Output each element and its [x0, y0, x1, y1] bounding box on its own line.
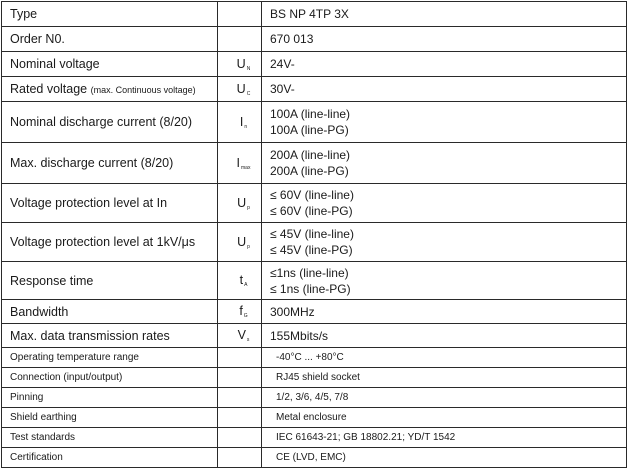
value-operating-temperature: -40°C ... +80°C — [262, 348, 627, 368]
param-operating-temperature: Operating temperature range — [2, 348, 218, 368]
param-certification: Certification — [2, 448, 218, 468]
param-bandwidth: Bandwidth — [2, 300, 218, 324]
rated-voltage-note: (max. Continuous voltage) — [90, 85, 196, 95]
param-protection-level-in: Voltage protection level at In — [2, 184, 218, 223]
table-row — [2, 388, 627, 408]
symbol-imax: $I_{max}$ — [218, 143, 262, 184]
value-test-standards: IEC 61643-21; GB 18802.21; YD/T 1542 — [262, 428, 627, 448]
symbol-cell — [218, 368, 262, 388]
value-connection: RJ45 shield socket — [262, 368, 627, 388]
value-rated-voltage: 30V- — [262, 77, 627, 102]
table-row — [2, 448, 627, 468]
spec-table — [1, 1, 627, 468]
param-protection-level-1kv: Voltage protection level at 1kV/μs — [2, 223, 218, 262]
table-row — [2, 184, 627, 223]
symbol-ta: $t_A$ — [218, 262, 262, 300]
symbol-cell — [218, 428, 262, 448]
symbol-vs: $V_s$ — [218, 324, 262, 348]
param-nominal-discharge: Nominal discharge current (8/20) — [2, 102, 218, 143]
table-row — [2, 77, 627, 102]
table-row — [2, 2, 627, 27]
table-row — [2, 428, 627, 448]
symbol-up: $U_p$ — [218, 223, 262, 262]
table-row — [2, 102, 627, 143]
table-row — [2, 348, 627, 368]
param-test-standards: Test standards — [2, 428, 218, 448]
table-row — [2, 27, 627, 52]
table-row — [2, 143, 627, 184]
value-nominal-voltage: 24V- — [262, 52, 627, 77]
symbol-cell — [218, 388, 262, 408]
symbol-cell — [218, 448, 262, 468]
param-rated-voltage: Rated voltage (max. Continuous voltage) — [2, 77, 218, 102]
param-data-rate: Max. data transmission rates — [2, 324, 218, 348]
table-row — [2, 324, 627, 348]
value-max-discharge: 200A (line-line) 200A (line-PG) — [262, 143, 627, 184]
value-protection-level-1kv: ≤ 45V (line-line) ≤ 45V (line-PG) — [262, 223, 627, 262]
value-response-time: ≤1ns (line-line) ≤ 1ns (line-PG) — [262, 262, 627, 300]
table-row — [2, 408, 627, 428]
table-row — [2, 52, 627, 77]
param-type: Type — [2, 2, 218, 27]
param-pinning: Pinning — [2, 388, 218, 408]
value-certification: CE (LVD, EMC) — [262, 448, 627, 468]
symbol-un: $U_N$ — [218, 52, 262, 77]
value-order-no: 670 013 — [262, 27, 627, 52]
param-connection: Connection (input/output) — [2, 368, 218, 388]
symbol-uc: $U_C$ — [218, 77, 262, 102]
param-shield-earthing: Shield earthing — [2, 408, 218, 428]
symbol-cell — [218, 2, 262, 27]
symbol-up: $U_p$ — [218, 184, 262, 223]
param-max-discharge: Max. discharge current (8/20) — [2, 143, 218, 184]
symbol-cell — [218, 27, 262, 52]
table-row — [2, 223, 627, 262]
value-protection-level-in: ≤ 60V (line-line) ≤ 60V (line-PG) — [262, 184, 627, 223]
table-row — [2, 368, 627, 388]
param-order-no: Order N0. — [2, 27, 218, 52]
value-pinning: 1/2, 3/6, 4/5, 7/8 — [262, 388, 627, 408]
symbol-cell — [218, 408, 262, 428]
value-data-rate: 155Mbits/s — [262, 324, 627, 348]
value-shield-earthing: Metal enclosure — [262, 408, 627, 428]
table-row — [2, 262, 627, 300]
param-response-time: Response time — [2, 262, 218, 300]
value-bandwidth: 300MHz — [262, 300, 627, 324]
value-type: BS NP 4TP 3X — [262, 2, 627, 27]
symbol-cell — [218, 348, 262, 368]
symbol-in: $I_n$ — [218, 102, 262, 143]
value-nominal-discharge: 100A (line-line) 100A (line-PG) — [262, 102, 627, 143]
param-nominal-voltage: Nominal voltage — [2, 52, 218, 77]
table-row — [2, 300, 627, 324]
symbol-fg: $f_G$ — [218, 300, 262, 324]
